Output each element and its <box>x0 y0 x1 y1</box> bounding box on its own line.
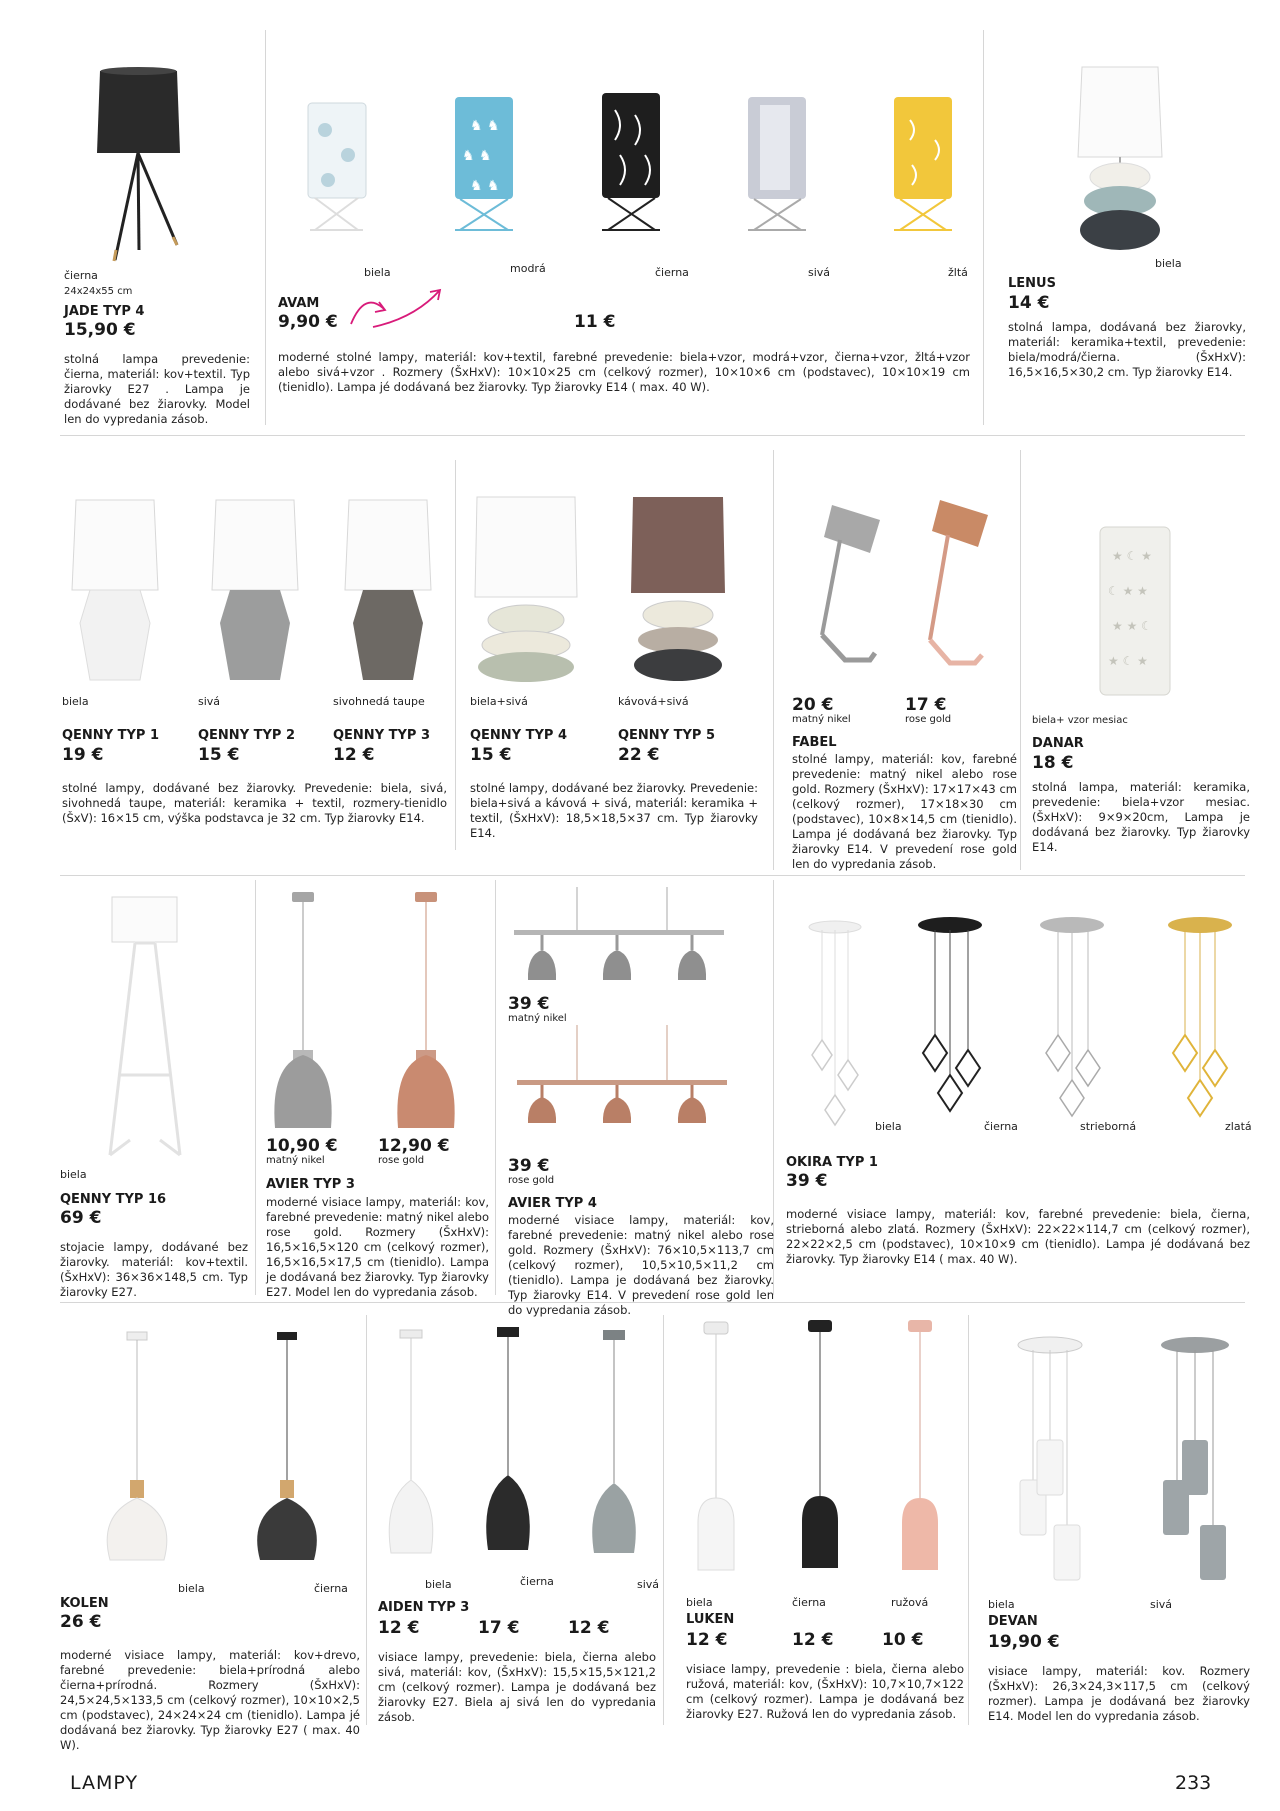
fabel-price-2: 17 € <box>905 695 947 715</box>
avam-color-1: biela <box>364 266 391 279</box>
aiden-color-2: čierna <box>520 1575 554 1588</box>
avam-color-2: modrá <box>510 262 546 275</box>
aiden-price-2: 17 € <box>478 1618 520 1638</box>
qenny-1-3-lamps-image <box>70 498 470 688</box>
qenny5-name: QENNY TYP 5 <box>618 728 716 743</box>
divider <box>60 875 1245 876</box>
qenny3-price: 12 € <box>333 745 375 765</box>
avier4-sub-2: rose gold <box>508 1175 555 1186</box>
qenny-1-3-desc: stolné lampy, dodávané bez žiarovky. Prevedenie: biela, sivá, sivohnedá taupe, materiál: keramika + textil, rozmery-tienidlo (ŠxV): 16×15 cm, výška podstavca je 32 cm. Typ žiarovky E14. <box>62 781 447 825</box>
luken-lamps-image <box>690 1318 970 1578</box>
luken-color-3: ružová <box>891 1596 929 1609</box>
avam-name: AVAM <box>278 296 320 311</box>
page-number: 233 <box>1175 1772 1212 1794</box>
qenny1-name: QENNY TYP 1 <box>62 728 160 743</box>
qenny5-color: kávová+sivá <box>618 695 689 708</box>
avam-desc: moderné stolné lampy, materiál: kov+textil, farebné prevedenie: biela+vzor, modrá+vzor, čierna+vzor, žltá+vzor alebo sivá+vzor . Rozmery (ŠxHxV): 10×10×25 cm (celkový rozmer), 10×10×6 cm (podstavec), 10×10×19 cm (tienidlo). Lampa jé dodávaná bez žiarovky. Typ žiarovky E14 ( max. 40 W). <box>278 350 970 394</box>
avier3-sub-1: matný nikel <box>266 1155 325 1166</box>
avam-price-1: 9,90 € <box>278 312 338 332</box>
aiden-price-3: 12 € <box>568 1618 610 1638</box>
devan-color-2: sivá <box>1150 1598 1173 1611</box>
devan-name: DEVAN <box>988 1614 1038 1629</box>
qenny16-price: 69 € <box>60 1208 102 1228</box>
qenny16-name: QENNY TYP 16 <box>60 1192 167 1207</box>
qenny2-color: sivá <box>198 695 221 708</box>
qenny3-color: sivohnedá taupe <box>333 695 425 708</box>
lenus-name: LENUS <box>1008 276 1056 291</box>
okira-name: OKIRA TYP 1 <box>786 1155 878 1170</box>
devan-price: 19,90 € <box>988 1632 1060 1652</box>
kolen-name: KOLEN <box>60 1596 109 1611</box>
lenus-color: biela <box>1155 257 1182 270</box>
jade-size: 24x24x55 cm <box>64 286 133 297</box>
svg-text:♞ ♞: ♞ ♞ <box>470 178 500 194</box>
qenny2-name: QENNY TYP 2 <box>198 728 296 743</box>
lenus-desc: stolná lampa, dodávaná bez žiarovky, materiál: keramika+textil, prevedenie: biela/modrá/čierna. (ŠxHxV): 16,5×16,5×30,2 cm. Typ žiarovky E14. <box>1008 320 1246 379</box>
qenny5-price: 22 € <box>618 745 660 765</box>
avier4-price-2: 39 € <box>508 1156 550 1176</box>
section-title: LAMPY <box>70 1772 139 1794</box>
qenny3-name: QENNY TYP 3 <box>333 728 431 743</box>
avam-color-4: sivá <box>808 266 831 279</box>
okira-color-2: čierna <box>984 1120 1018 1133</box>
fabel-sub-1: matný nikel <box>792 714 851 725</box>
divider <box>265 30 266 425</box>
qenny-4-5-lamps-image <box>475 495 775 685</box>
okira-color-1: biela <box>875 1120 902 1133</box>
fabel-sub-2: rose gold <box>905 714 952 725</box>
danar-price: 18 € <box>1032 753 1074 773</box>
jade-price: 15,90 € <box>64 320 136 340</box>
avier3-price-2: 12,90 € <box>378 1136 450 1156</box>
aiden-color-1: biela <box>425 1578 452 1591</box>
devan-desc: visiace lampy, materiál: kov. Rozmery (ŠxHxV): 26,3×24,3×117,5 cm (celkový rozmer). Lampa je dodávaná bez žiarovky E14. Model len do vypredania zásob. <box>988 1664 1250 1723</box>
luken-desc: visiace lampy, prevedenie : biela, čierna alebo ružová, materiál: kov, (ŠxHxV): 10,7×10,7×122 cm (celkový rozmer). Lampa je dodávaná bez žiarovky E27. Ružová len do vypredania zásob. <box>686 1662 964 1721</box>
devan-lamps-image <box>1005 1335 1265 1595</box>
avam-color-3: čierna <box>655 266 689 279</box>
fabel-name: FABEL <box>792 735 837 750</box>
qenny1-color: biela <box>62 695 89 708</box>
avier3-name: AVIER TYP 3 <box>266 1177 355 1192</box>
avier4-name: AVIER TYP 4 <box>508 1196 597 1211</box>
aiden-color-3: sivá <box>637 1578 660 1591</box>
devan-color-1: biela <box>988 1598 1015 1611</box>
qenny16-lamp-image <box>100 895 190 1165</box>
lenus-price: 14 € <box>1008 293 1050 313</box>
okira-lamps-image <box>800 915 1270 1135</box>
avier4-desc: moderné visiace lampy, materiál: kov, farebné prevedenie: matný nikel alebo rose gold. Rozmery (ŠxHxV): 76×10,5×113,7 cm (celkový rozmer), 10,5×10,5×11,2 cm (tienidlo). Lampa je dodávaná bez žiarovky. Typ žiarovky E14. V prevedení rose gold len do vypredania zásob. <box>508 1213 774 1317</box>
avam-color-5: žltá <box>948 266 968 279</box>
avier4-price-1: 39 € <box>508 994 550 1014</box>
svg-text:♞ ♞: ♞ ♞ <box>470 118 500 134</box>
danar-name: DANAR <box>1032 736 1084 751</box>
fabel-lamps-image <box>800 495 1020 675</box>
avier3-lamps-image <box>265 890 485 1130</box>
luken-color-2: čierna <box>792 1596 826 1609</box>
jade-color: čierna <box>64 269 98 282</box>
avam-lamps-image <box>290 85 1010 255</box>
arrow-icon <box>345 282 455 332</box>
aiden-lamps-image <box>385 1325 675 1555</box>
kolen-lamps-image <box>100 1330 360 1560</box>
qenny1-price: 19 € <box>62 745 104 765</box>
okira-color-4: zlatá <box>1225 1120 1252 1133</box>
danar-lamp-image <box>1098 525 1178 705</box>
danar-color: biela+ vzor mesiac <box>1032 715 1128 726</box>
lenus-lamp-image <box>1070 65 1170 255</box>
aiden-name: AIDEN TYP 3 <box>378 1600 470 1615</box>
kolen-desc: moderné visiace lampy, materiál: kov+drevo, farebné prevedenie: biela+prírodná alebo čierna+prírodná. Rozmery (ŠxHxV): 24,5×24,5×133,5 cm (celkový rozmer), 10×10×2,5 cm (podstavec), 24×24×24 cm (tienidlo). Lampa jé dodávaná bez žiarovky. Typ žiarovky E27 ( max. 40 W). <box>60 1648 360 1752</box>
okira-price: 39 € <box>786 1171 828 1191</box>
jade-desc: stolná lampa prevedenie: čierna, materiál: kov+textil. Typ žiarovky E27 . Lampa je dodávané bez žiarovky. Model len do vypredania zásob. <box>64 352 250 426</box>
qenny-4-5-desc: stolné lampy, dodávané bez žiarovky. Prevedenie: biela+sivá a kávová + sivá, materiál: keramika + textil, (ŠxHxV): 18,5×18,5×37 cm. Typ žiarovky E14. <box>470 781 758 840</box>
luken-price-1: 12 € <box>686 1630 728 1650</box>
okira-color-3: strieborná <box>1080 1120 1137 1133</box>
luken-name: LUKEN <box>686 1612 735 1627</box>
qenny4-price: 15 € <box>470 745 512 765</box>
luken-price-2: 12 € <box>792 1630 834 1650</box>
aiden-desc: visiace lampy, prevedenie: biela, čierna alebo sivá, materiál: kov, (ŠxHxV): 15,5×15,5×121,2 cm (celkový rozmer). Lampa je dodávaná bez žiarovky E27. Biela aj sivá len do vypredania zásob. <box>378 1650 656 1724</box>
qenny4-color: biela+sivá <box>470 695 528 708</box>
avier4-sub-1: matný nikel <box>508 1013 567 1024</box>
jade-lamp-image <box>85 65 195 265</box>
svg-text:★ ☾ ★: ★ ☾ ★ <box>1112 549 1152 563</box>
qenny16-color: biela <box>60 1168 87 1181</box>
kolen-color-2: čierna <box>314 1582 348 1595</box>
avier3-price-1: 10,90 € <box>266 1136 338 1156</box>
danar-desc: stolná lampa, materiál: keramika, prevedenie: biela+vzor mesiac. (ŠxHxV): 9×9×20cm, Lampa je dodávaná bez žiarovky. Typ žiarovky E14. <box>1032 780 1250 854</box>
avam-price-2: 11 € <box>574 312 616 332</box>
avier3-sub-2: rose gold <box>378 1155 425 1166</box>
svg-text:♞ ♞: ♞ ♞ <box>462 148 492 164</box>
svg-text:☾ ★ ★: ☾ ★ ★ <box>1108 584 1148 598</box>
luken-color-1: biela <box>686 1596 713 1609</box>
okira-desc: moderné visiace lampy, materiál: kov, farebné prevedenie: biela, čierna, strieborná alebo zlatá. Rozmery (ŠxHxV): 22×22×114,7 cm (celkový rozmer), 22×22×2,5 cm (podstavec), 10×10×9 cm (tienidlo). Lampa jé dodávaná bez žiarovky. Typ žiarovky E14 ( max. 40 W). <box>786 1207 1250 1266</box>
divider <box>255 880 256 1295</box>
divider <box>1020 450 1021 870</box>
fabel-desc: stolné lampy, materiál: kov, farebné prevedenie: matný nikel alebo rose gold. Rozmery (ŠxHxV): 17×17×43 cm (celkový rozmer), 17×18×30 cm (podstavec), 10×8×14,5 cm (tienidlo). Lampa jé dodávaná bez žiarovky. Typ žiarovky E14. V prevedení rose gold len do vypredania zásob. <box>792 752 1017 871</box>
aiden-price-1: 12 € <box>378 1618 420 1638</box>
qenny4-name: QENNY TYP 4 <box>470 728 568 743</box>
svg-text:★ ☾ ★: ★ ☾ ★ <box>1108 654 1148 668</box>
svg-text:★ ★ ☾: ★ ★ ☾ <box>1112 619 1152 633</box>
divider <box>60 435 1245 436</box>
avier3-desc: moderné visiace lampy, materiál: kov, farebné prevedenie: matný nikel alebo rose gold. Rozmery (ŠxHxV): 16,5×16,5×120 cm (celkový rozmer), 16,5×16,5×17,5 cm (tienidlo). Lampa je dodávaná bez žiarovky. Typ žiarovky E27. Model len do vypredania zásob. <box>266 1195 489 1299</box>
jade-name: JADE TYP 4 <box>64 304 145 319</box>
kolen-price: 26 € <box>60 1612 102 1632</box>
luken-price-3: 10 € <box>882 1630 924 1650</box>
divider <box>366 1315 367 1725</box>
kolen-color-1: biela <box>178 1582 205 1595</box>
qenny16-desc: stojacie lampy, dodávané bez žiarovky. materiál: kov+textil. (ŠxHxV): 36×36×148,5 cm. Typ žiarovky E27. <box>60 1240 248 1299</box>
fabel-price-1: 20 € <box>792 695 834 715</box>
divider <box>495 880 496 1295</box>
qenny2-price: 15 € <box>198 745 240 765</box>
